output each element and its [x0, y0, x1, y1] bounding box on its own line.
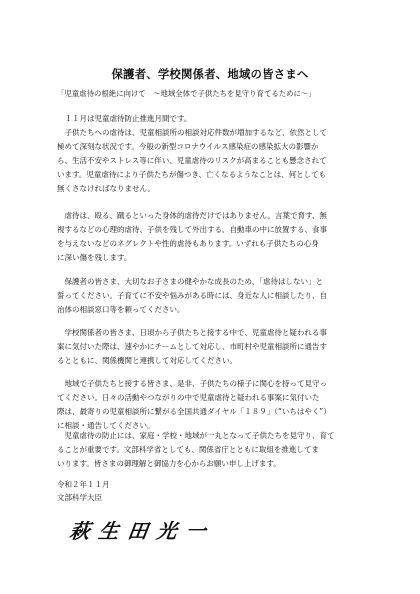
paragraph-line: 子供たちへの虐待は、児童相談所の相談対応件数が増加するなど、依然として — [57, 128, 327, 137]
paragraph-line: １１月は児童虐待防止推進月間です。 — [57, 114, 192, 123]
paragraph-guardians — [57, 275, 377, 317]
paragraph-line: 児童虐待の防止には、家庭・学校・地域が一丸となって子供たちを見守り、育て — [57, 431, 335, 440]
paragraph-line: を与えないなどのネグレクトや性的虐待もあります。いずれも子供たちの心身 — [57, 239, 319, 248]
paragraph-abuse-types — [57, 209, 377, 265]
paragraph-line: 無くさなければなりません。 — [57, 184, 155, 193]
handwritten-signature: 萩生田光一 — [68, 519, 217, 543]
paragraph-schools — [57, 326, 377, 368]
letter-date: 令和２年１１月 — [57, 480, 110, 489]
paragraph-closing — [57, 429, 377, 471]
page-title: 保護者、学校関係者、地域の皆さまへ — [111, 67, 309, 81]
paragraph-line: 極めて深刻な状況です。今般の新型コロナウイルス感染症の感染拡大の影響か — [57, 142, 319, 151]
paragraph-community — [57, 377, 377, 433]
paragraph-line: 際は、最寄りの児童相談所に繋がる全国共通ダイヤル「１８９」（“いちはやく”） — [57, 407, 331, 416]
paragraph-line: 学校関係者の皆さま、日頃から子供たちと接する中で、児童虐待と疑われる事 — [57, 328, 327, 337]
paragraph-line: います。児童虐待により子供たちが傷つき、亡くなるようなことは、何としても — [57, 170, 327, 179]
ministry-title: 文部科学大臣 — [57, 493, 102, 502]
paragraph-line: るとともに、関係機関と連携して対応してください。 — [57, 356, 237, 365]
paragraph-line: 保護者の皆さま、大切なお子さまの健やかな成長のため、「虐待はしない」と — [57, 277, 323, 286]
paragraph-line: に深い傷を残します。 — [57, 253, 132, 262]
paragraph-line: ることが重要です。文部科学省としても、関係省庁とともに取組を推進してま — [57, 445, 319, 454]
signoff-block — [57, 478, 110, 504]
page-subtitle: 「児童虐待の根絶に向けて ～地域全体で子供たちを見守り育てるために～」 — [57, 89, 316, 98]
paragraph-line: 誓ってください。子育てに不安や悩みがある時には、身近な人に相談したり、自 — [57, 291, 327, 300]
paragraph-line: 案に気付いた際は、速やかにチームとして対応し、市町村や児童相談所に通告す — [57, 342, 327, 351]
paragraph-line: 治体の相談窓口等を頼ってください。 — [57, 305, 185, 314]
paragraph-line: 地域で子供たちと接する皆さま、是非、子供たちの様子に関心を持って見守っ — [57, 379, 327, 388]
paragraph-line: 虐待は、殴る、蹴るといった身体的虐待だけではありません。言葉で脅す、無 — [57, 211, 327, 220]
paragraph-line: 視するなどの心理的虐待、子供を残して外出する、自動車の中に放置する、食事 — [57, 225, 327, 234]
paragraph-intro — [57, 112, 377, 196]
paragraph-line: ら、生活不安やストレス等に伴い、児童虐待のリスクが高まることも懸念されて — [57, 156, 327, 165]
paragraph-line: てください。日々の活動やつながりの中で児童虐待と疑われる事案に気付いた — [57, 393, 320, 402]
paragraph-line: いります。皆さまの御理解と御協力を心からお願い申し上げます。 — [57, 459, 281, 468]
paragraph-line: に相談・通告してください。 — [57, 421, 155, 430]
